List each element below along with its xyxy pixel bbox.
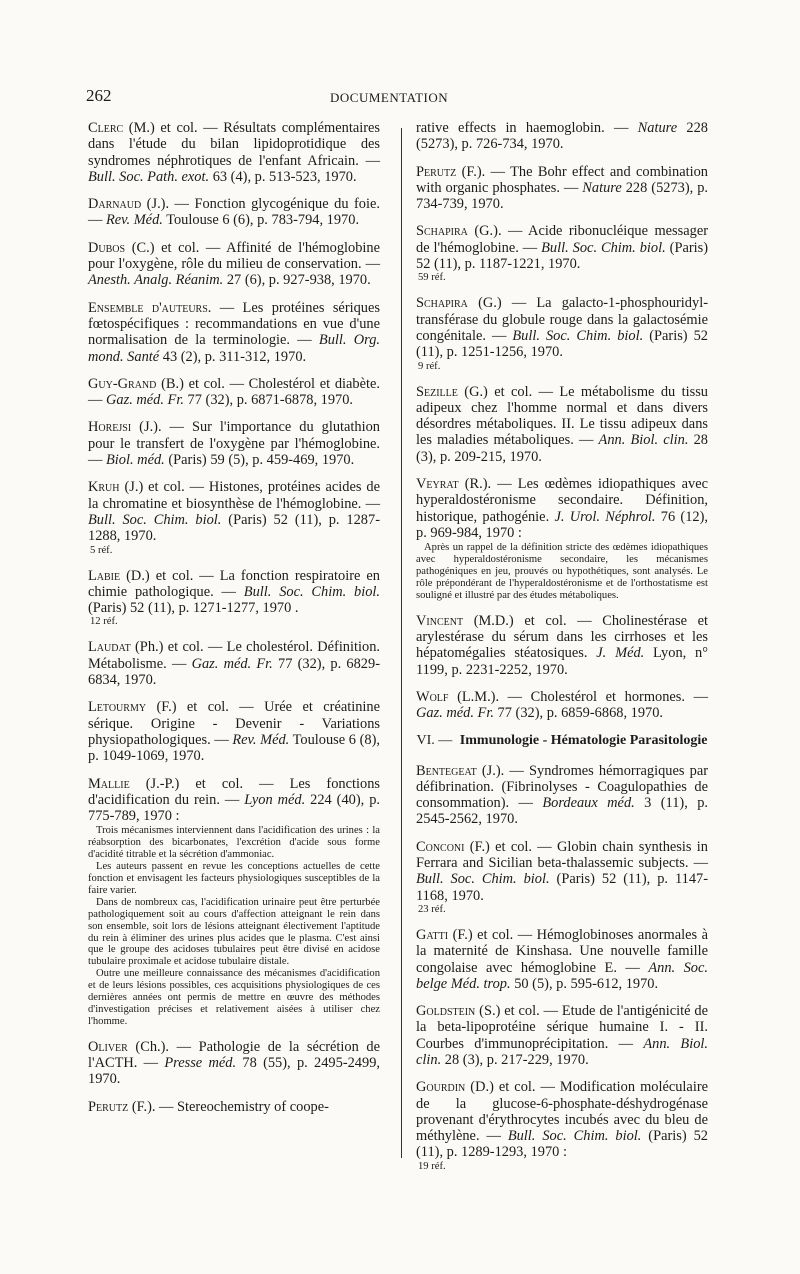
entry-title: (B.) et col. — Cholestérol et diabète. — <box>88 375 380 409</box>
right-column-top <box>416 120 708 722</box>
entry-volume-pages: 3 (11), p. 2545-2562, 1970. <box>416 795 708 828</box>
entry-author: Goldstein <box>416 1003 476 1020</box>
entry-abstract <box>416 542 708 602</box>
entry-citation <box>88 699 380 764</box>
abstract-paragraph: Après un rappel de la définition stricte des œdèmes idiopathiques avec hyperaldostéronisme secondaire, les mécanismes pathogéniques en jeu, prouvés ou hypothétiques, sont analysés. Le rôle prépondérant de l'hyperaldostéronisme et de l'orthostatisme est souligné et illustré par des études métaboliques. <box>416 542 708 601</box>
bibliography-entry <box>416 476 708 602</box>
entry-citation <box>88 120 380 185</box>
entry-title: (M.D.) et col. — Cholinestérase et arylestérase du sérum dans les cirrhoses et les hépatomégalies stéatosiques. <box>416 612 708 662</box>
entry-title: (F.) et col. — Globin chain synthesis in Ferrara and Sicilian beta-thalassemic subjects. — <box>416 838 708 872</box>
entry-volume-pages: Lyon, n° 1199, p. 2231-2252, 1970. <box>416 645 708 678</box>
entry-citation <box>416 164 708 213</box>
entry-author: Oliver <box>88 1038 128 1055</box>
entry-reference-count: 12 réf. <box>90 616 118 628</box>
entry-volume-pages: Toulouse 6 (6), p. 783-794, 1970. <box>162 212 360 229</box>
entry-title: (G.) — La galacto-1-phosphouridyl-transférase du globule rouge dans la galactosémie congénitale. — <box>416 295 708 344</box>
entry-volume-pages: 228 (5273), p. 726-734, 1970. <box>416 120 708 153</box>
entry-citation <box>88 300 380 365</box>
bibliography-entry <box>88 196 380 229</box>
bibliography-entry <box>88 419 380 468</box>
entry-title: (F.). — The Bohr effect and combination with organic phosphates. — <box>416 163 708 196</box>
entry-title: rative effects in haemoglobin. — <box>416 120 638 136</box>
bibliography-entry <box>88 240 380 289</box>
entry-author: Dubos <box>88 239 126 256</box>
running-title: DOCUMENTATION <box>330 90 449 105</box>
entry-reference-count: 23 réf. <box>418 903 446 915</box>
entry-title: (J.). — Syndromes hémorragiques par défibrination. (Fibrinolyses - Coagulopathies de consommation). — <box>416 762 708 812</box>
entry-title: (J.) et col. — Histones, protéines acides de la chromatine et biosynthèse de l'hémoglobine. — <box>88 479 380 512</box>
bibliography-entry <box>88 568 380 629</box>
bibliography-entry <box>416 120 708 153</box>
entry-author: Conconi <box>416 838 465 855</box>
entry-title: (Ch.). — Pathologie de la sécrétion de l'ACTH. — <box>88 1038 380 1072</box>
entry-journal: Bull. Soc. Chim. biol. <box>416 871 550 888</box>
entry-citation <box>416 1003 708 1068</box>
entry-author: Horejsi <box>88 419 132 436</box>
entry-citation <box>88 1099 380 1115</box>
entry-reference-count: 19 réf. <box>418 1160 446 1172</box>
bibliography-entry <box>416 689 708 722</box>
entry-author: Veyrat <box>416 476 459 493</box>
entry-citation <box>416 927 708 992</box>
entry-author: Ensemble d'auteurs. <box>88 299 212 316</box>
entry-volume-pages: (Paris) 52 (11), p. 1271-1277, 1970 . <box>88 600 299 617</box>
entry-title: (F.). — Stereochemistry of coope- <box>128 1098 329 1115</box>
entry-journal: Rev. Méd. <box>106 212 163 229</box>
bibliography-entry <box>416 223 708 284</box>
section-heading <box>416 733 708 749</box>
entry-author: Vincent <box>416 612 464 629</box>
abstract-paragraph: Trois mécanismes interviennent dans l'acidification des urines : la réabsorption des bicarbonates, l'excrétion d'acide sous forme d'acidité titrable et la sécrétion d'ammoniac. <box>88 825 380 861</box>
bibliography-entry <box>416 164 708 213</box>
entry-journal: Bull. Soc. Chim. biol. <box>88 511 222 528</box>
entry-journal: Lyon méd. <box>244 791 306 808</box>
entry-title: (G.) et col. — Le métabolisme du tissu adipeux chez l'homme normal et dans divers désordres métaboliques. II. Le tissu adipeux dans les maladies métaboliques. — <box>416 383 708 449</box>
entry-citation <box>88 240 380 289</box>
entry-citation <box>416 295 708 360</box>
entry-volume-pages: 228 (5273), p. 734-739, 1970. <box>416 179 708 213</box>
entry-author: Perutz <box>416 163 457 180</box>
bibliography-entry <box>88 120 380 185</box>
entry-title: (F.) et col. — Urée et créatinine sérique. Origine - Devenir - Variations physiopathologiques. — <box>88 699 380 748</box>
entry-citation <box>416 223 708 272</box>
page-header <box>86 86 706 110</box>
entry-title: (Ph.) et col. — Le cholestérol. Définition. Métabolisme. — <box>88 639 380 672</box>
entry-volume-pages: (Paris) 59 (5), p. 459-469, 1970. <box>164 452 355 469</box>
entry-citation <box>416 476 708 541</box>
bibliography-entry <box>416 384 708 465</box>
entry-author: Schapira <box>416 295 468 312</box>
entry-title: (C.) et col. — Affinité de l'hémoglobine pour l'oxygène, rôle du milieu de conservation. — <box>88 239 380 273</box>
right-column-bottom <box>416 763 708 1173</box>
entry-journal: Bordeaux méd. <box>542 795 635 812</box>
entry-author: Schapira <box>416 223 468 240</box>
entry-author: Gatti <box>416 926 449 943</box>
entry-volume-pages: 77 (32), p. 6859-6868, 1970. <box>493 705 664 722</box>
entry-volume-pages: 77 (32), p. 6871-6878, 1970. <box>183 392 354 409</box>
entry-title: (M.) et col. — Résultats complémentaires dans l'étude du bilan lipidoprotidique des syndromes néphrotiques de l'enfant Africain. — <box>88 120 380 169</box>
entry-volume-pages: (Paris) 52 (11), p. 1287-1288, 1970. <box>88 511 380 545</box>
section-title: Immunologie - Hématologie Parasitologie <box>459 732 708 748</box>
right-column <box>416 120 708 1184</box>
entry-title: (G.). — Acide ribonucléique messager de l'hémoglobine. — <box>416 223 708 256</box>
entry-volume-pages: 78 (55), p. 2495-2499, 1970. <box>88 1055 380 1088</box>
entry-journal: Ann. Biol. clin. <box>416 1035 708 1068</box>
entry-volume-pages: 43 (2), p. 311-312, 1970. <box>159 348 307 365</box>
entry-citation <box>88 419 380 468</box>
entry-title: (S.) et col. — Etude de l'antigénicité de la beta-lipoprotéine sérique humaine I. - II. Courbes d'immunoprécipitation. — <box>416 1003 708 1052</box>
entry-author: Mallie <box>88 775 130 792</box>
entry-citation <box>416 763 708 828</box>
abstract-paragraph: Dans de nombreux cas, l'acidification urinaire peut être perturbée pathologiquement soit au cours d'affection atteignant le rein dans son ensemble, soit lors de lésions atteignant électivement l'aptitude du rein à éliminer des urines plus acides que le plasma. C'est ainsi que le groupe des acidoses tubulaires peut être divisé en acidose tubulaire proximale et acidose tubulaire distale. <box>88 896 380 968</box>
entry-volume-pages: 77 (32), p. 6829-6834, 1970. <box>88 655 380 689</box>
entry-volume-pages: (Paris) 52 (11), p. 1147-1168, 1970. <box>416 871 708 904</box>
entry-reference-count: 59 réf. <box>418 272 446 284</box>
entry-journal: Bull. Soc. Path. exot. <box>88 168 210 185</box>
bibliography-entry <box>88 776 380 1028</box>
entry-title: (L.M.). — Cholestérol et hormones. — <box>448 688 708 705</box>
entry-citation <box>88 196 380 229</box>
entry-journal: Ann. Biol. clin. <box>598 432 689 449</box>
abstract-paragraph: Outre une meilleure connaissance des mécanismes d'acidification et de leurs lésions possibles, ces acquisitions physiologiques de ces dernières années ont permis de mettre en œuvre des méthodes d'investigation précises et relativement aisées à utiliser chez l'homme. <box>88 968 380 1027</box>
entry-abstract <box>88 825 380 1027</box>
entry-volume-pages: 224 (40), p. 775-789, 1970 : <box>88 791 380 825</box>
bibliography-entry <box>88 479 380 556</box>
entry-author: Letourmy <box>88 699 147 716</box>
bibliography-entry <box>416 613 708 678</box>
entry-citation <box>416 384 708 465</box>
entry-journal: Rev. Méd. <box>232 731 290 748</box>
entry-title: (F.) et col. — Hémoglobinoses anormales à la maternité de Kinshasa. Une nouvelle famille congolaise avec hémoglobine E. — <box>416 926 708 976</box>
entry-volume-pages: (Paris) 52 (11), p. 1187-1221, 1970. <box>416 239 709 273</box>
entry-author: Gourdin <box>416 1079 466 1096</box>
bibliography-entry <box>416 763 708 828</box>
entry-citation <box>88 479 380 544</box>
entry-reference-count: 5 réf. <box>90 544 113 556</box>
entry-journal: Gaz. méd. Fr. <box>191 655 273 672</box>
bibliography-entry <box>88 300 380 365</box>
entry-title: (J.). — Sur l'importance du glutathion pour le transfert de l'oxygène par l'hémoglobine. — <box>88 419 380 469</box>
entry-title: (D.) et col. — La fonction respiratoire en chimie pathologique. — <box>88 567 380 600</box>
entry-volume-pages: 28 (3), p. 209-215, 1970. <box>416 432 708 465</box>
entry-journal: Anesth. Analg. Réanim. <box>88 272 224 289</box>
bibliography-entry <box>416 839 708 916</box>
entry-citation <box>88 568 380 617</box>
entry-journal: Nature <box>582 179 622 196</box>
entry-journal: Bull. Soc. Chim. biol. <box>243 583 380 600</box>
bibliography-entry <box>416 295 708 372</box>
entry-journal: Bull. Org. mond. Santé <box>88 332 380 365</box>
entry-volume-pages: Toulouse 6 (8), p. 1049-1069, 1970. <box>88 731 380 765</box>
entry-journal: Bull. Soc. Chim. biol. <box>541 239 666 256</box>
entry-volume-pages: 27 (6), p. 927-938, 1970. <box>223 272 371 289</box>
entry-volume-pages: 63 (4), p. 513-523, 1970. <box>209 168 357 185</box>
entry-author: Bentegeat <box>416 762 477 779</box>
entry-citation <box>416 689 708 722</box>
entry-title: (D.) et col. — Modification moléculaire de la glucose-6-phosphate-déshydrogénase provenant d'érythrocytes incubés avec du bleu de méthylène. — <box>416 1079 708 1145</box>
entry-journal: Bull. Soc. Chim. biol. <box>512 327 644 344</box>
entry-volume-pages: 76 (12), p. 969-984, 1970 : <box>416 508 708 541</box>
column-divider <box>401 128 402 1158</box>
entry-title: — Les protéines sériques fœtospécifiques : recommandations en vue d'une normalisation de la terminologie. — <box>88 299 380 349</box>
entry-citation <box>416 839 708 904</box>
entry-journal: J. Urol. Néphrol. <box>554 508 656 525</box>
page-number: 262 <box>86 86 112 105</box>
bibliography-entry <box>88 1099 380 1115</box>
entry-citation <box>88 376 380 409</box>
bibliography-entry <box>416 1079 708 1172</box>
bibliography-entry <box>88 699 380 764</box>
abstract-paragraph: Les auteurs passent en revue les conceptions actuelles de cette fonction et envisagent les facteurs physiologiques susceptibles de la faire varier. <box>88 861 380 896</box>
entry-citation <box>416 613 708 678</box>
entry-journal: Biol. méd. <box>106 452 165 469</box>
entry-journal: Gaz. méd. Fr. <box>416 705 494 722</box>
bibliography-entry <box>416 927 708 992</box>
entry-journal: Ann. Soc. belge Méd. trop. <box>416 959 708 992</box>
entry-author: Perutz <box>88 1098 129 1115</box>
entry-author: Labie <box>88 567 121 584</box>
entry-journal: Bull. Soc. Chim. biol. <box>507 1128 642 1145</box>
entry-author: Wolf <box>416 688 449 705</box>
entry-author: Guy-Grand <box>88 375 157 392</box>
entry-title: (R.). — Les œdèmes idiopathiques avec hyperaldostéronisme secondaire. Définition, historique, pathogénie. <box>416 476 708 525</box>
entry-journal: Nature <box>637 120 678 136</box>
entry-title: (J.-P.) et col. — Les fonctions d'acidification du rein. — <box>88 775 380 808</box>
entry-volume-pages: (Paris) 52 (11), p. 1251-1256, 1970. <box>416 327 709 361</box>
entry-author: Clerc <box>88 120 124 136</box>
entry-title: (J.). — Fonction glycogénique du foie. — <box>88 196 380 229</box>
entry-volume-pages: 28 (3), p. 217-229, 1970. <box>441 1052 589 1068</box>
entry-volume-pages: 50 (5), p. 595-612, 1970. <box>510 975 659 992</box>
entry-citation <box>416 1079 708 1160</box>
bibliography-entry <box>88 1039 380 1088</box>
entry-journal: Gaz. méd. Fr. <box>106 392 184 409</box>
entry-author: Darnaud <box>88 196 142 213</box>
entry-citation <box>88 639 380 688</box>
bibliography-entry <box>88 376 380 409</box>
bibliography-entry <box>416 1003 708 1068</box>
entry-author: Sezille <box>416 383 458 400</box>
entry-citation <box>88 1039 380 1088</box>
entry-volume-pages: (Paris) 52 (11), p. 1289-1293, 1970 : <box>416 1128 708 1161</box>
entry-citation <box>416 120 708 153</box>
entry-journal: J. Méd. <box>596 645 645 662</box>
section-number: VI. — <box>416 732 453 748</box>
entry-citation <box>88 776 380 825</box>
entry-reference-count: 9 réf. <box>418 360 441 372</box>
left-column <box>88 120 380 1126</box>
bibliography-entry <box>88 639 380 688</box>
entry-author: Kruh <box>88 479 120 496</box>
entry-author: Laudat <box>88 639 131 656</box>
entry-journal: Presse méd. <box>164 1055 237 1072</box>
